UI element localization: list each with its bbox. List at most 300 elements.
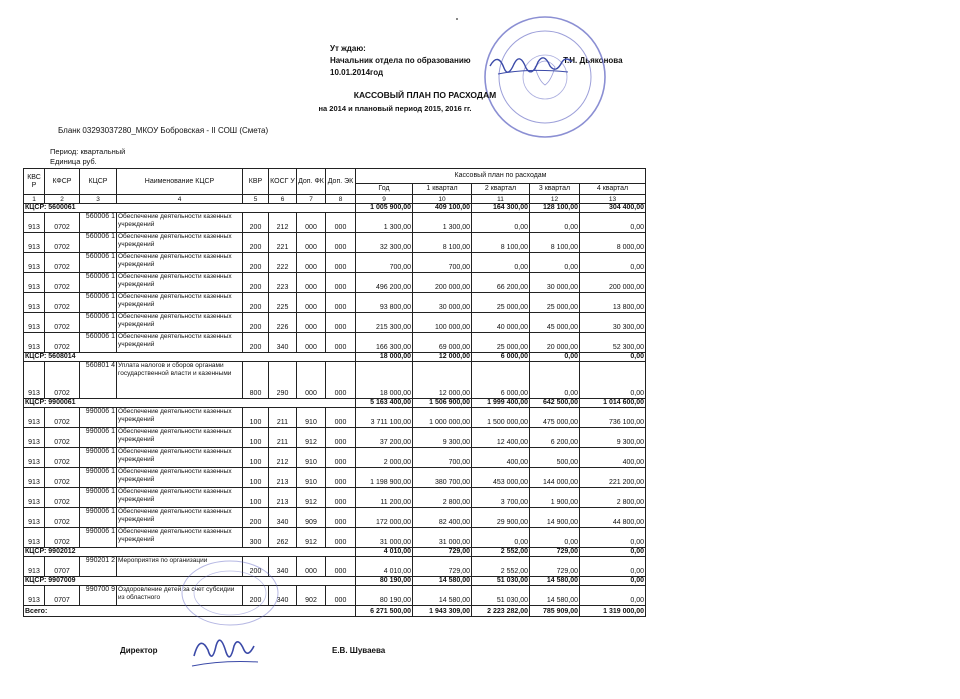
group-label: КЦСР: 5608014	[24, 353, 356, 362]
group-q1: 729,00	[413, 548, 472, 557]
cell-year: 31 000,00	[356, 528, 413, 548]
cash-plan-table	[23, 168, 646, 617]
cell-q3: 144 000,00	[530, 468, 580, 488]
cell-q3: 14 580,00	[530, 586, 580, 606]
cell-kvsr: 913	[24, 586, 45, 606]
cell-kosgu: 340	[269, 586, 297, 606]
cell-dopek: 000	[326, 362, 356, 399]
cell-dopek: 000	[326, 508, 356, 528]
group-q2: 6 000,00	[472, 353, 530, 362]
cell-q3: 14 900,00	[530, 508, 580, 528]
cell-kfsr: 0707	[45, 586, 80, 606]
cell-kosgu: 213	[269, 488, 297, 508]
cell-q2: 3 700,00	[472, 488, 530, 508]
group-row	[24, 399, 646, 408]
cell-q4: 200 000,00	[580, 273, 646, 293]
cell-kvr: 100	[243, 428, 269, 448]
col-kvr: КВР	[243, 169, 269, 195]
group-q1: 1 506 900,00	[413, 399, 472, 408]
cell-q3: 500,00	[530, 448, 580, 468]
cell-kosgu: 340	[269, 557, 297, 577]
cell-kvr: 200	[243, 586, 269, 606]
cell-dopfk: 910	[297, 408, 326, 428]
cell-kosgu: 225	[269, 293, 297, 313]
cell-year: 172 000,00	[356, 508, 413, 528]
group-q2: 1 999 400,00	[472, 399, 530, 408]
cell-kvr: 100	[243, 448, 269, 468]
unit-text: Единица руб.	[50, 157, 97, 166]
cell-name: Обеспечение деятельности казенных учреждений	[117, 528, 243, 548]
cell-year: 80 190,00	[356, 586, 413, 606]
cell-year: 3 711 100,00	[356, 408, 413, 428]
cell-kvr: 200	[243, 213, 269, 233]
cell-dopek: 000	[326, 586, 356, 606]
table-header	[24, 169, 646, 204]
group-label: КЦСР: 9900061	[24, 399, 356, 408]
cell-dopfk: 000	[297, 273, 326, 293]
cell-q1: 12 000,00	[413, 362, 472, 399]
group-q4: 304 400,00	[580, 204, 646, 213]
cell-dopfk: 000	[297, 557, 326, 577]
cell-kfsr: 0702	[45, 488, 80, 508]
col-kosgu: КОСГ У	[269, 169, 297, 195]
cell-name: Обеспечение деятельности казенных учреждений	[117, 488, 243, 508]
table-row	[24, 253, 646, 273]
cell-q2: 0,00	[472, 528, 530, 548]
director-signature-icon	[188, 626, 268, 676]
cell-dopek: 000	[326, 293, 356, 313]
cell-kosgu: 262	[269, 528, 297, 548]
table-row	[24, 557, 646, 577]
cell-kvsr: 913	[24, 253, 45, 273]
cell-name: Оздоровление детей за счет субсидии из областного	[117, 586, 243, 606]
group-row	[24, 353, 646, 362]
total-q1: 1 943 309,00	[413, 606, 472, 617]
table-row	[24, 428, 646, 448]
colnum: 9	[356, 195, 413, 204]
cell-dopek: 000	[326, 233, 356, 253]
cell-dopfk: 000	[297, 293, 326, 313]
cell-kosgu: 340	[269, 508, 297, 528]
table-row	[24, 468, 646, 488]
cell-kosgu: 340	[269, 333, 297, 353]
cell-q3: 1 900,00	[530, 488, 580, 508]
cell-name: Обеспечение деятельности казенных учреждений	[117, 273, 243, 293]
group-label: КЦСР: 9902012	[24, 548, 356, 557]
cell-q3: 0,00	[530, 528, 580, 548]
total-q2: 2 223 282,00	[472, 606, 530, 617]
total-label: Всего:	[24, 606, 356, 617]
cell-kvr: 200	[243, 273, 269, 293]
group-q3: 729,00	[530, 548, 580, 557]
col-kvsr: КВС Р	[24, 169, 45, 195]
cell-dopek: 000	[326, 408, 356, 428]
cell-kvsr: 913	[24, 293, 45, 313]
colnum: 10	[413, 195, 472, 204]
director-name: Е.В. Шуваева	[332, 646, 386, 655]
cell-dopek: 000	[326, 528, 356, 548]
colnum: 13	[580, 195, 646, 204]
group-q4: 1 014 600,00	[580, 399, 646, 408]
cell-kosgu: 221	[269, 233, 297, 253]
cell-q1: 8 100,00	[413, 233, 472, 253]
group-label: КЦСР: 9907009	[24, 577, 356, 586]
cell-kvsr: 913	[24, 408, 45, 428]
cell-dopfk: 000	[297, 313, 326, 333]
table-row	[24, 213, 646, 233]
cell-q4: 0,00	[580, 528, 646, 548]
table-row	[24, 333, 646, 353]
cell-kosgu: 212	[269, 213, 297, 233]
cell-kvr: 100	[243, 408, 269, 428]
cell-kfsr: 0702	[45, 508, 80, 528]
cell-dopek: 000	[326, 468, 356, 488]
cell-kcsr: 990006 1	[80, 448, 117, 468]
colnum: 3	[80, 195, 117, 204]
period-text: Период: квартальный	[50, 147, 126, 156]
group-row	[24, 577, 646, 586]
cell-q1: 700,00	[413, 253, 472, 273]
cell-kvr: 200	[243, 333, 269, 353]
cell-dopfk: 000	[297, 233, 326, 253]
group-q3: 0,00	[530, 353, 580, 362]
cell-name: Обеспечение деятельности казенных учреждений	[117, 428, 243, 448]
cell-q2: 453 000,00	[472, 468, 530, 488]
cell-kfsr: 0702	[45, 468, 80, 488]
cell-year: 32 300,00	[356, 233, 413, 253]
cell-kvsr: 913	[24, 362, 45, 399]
group-q1: 14 580,00	[413, 577, 472, 586]
cell-kfsr: 0702	[45, 313, 80, 333]
cell-year: 1 198 900,00	[356, 468, 413, 488]
col-kcsr: КЦСР	[80, 169, 117, 195]
cell-q2: 66 200,00	[472, 273, 530, 293]
group-q3: 128 100,00	[530, 204, 580, 213]
cell-dopfk: 000	[297, 213, 326, 233]
cell-kcsr: 990006 1	[80, 428, 117, 448]
table-row	[24, 488, 646, 508]
cell-dopek: 000	[326, 213, 356, 233]
cell-year: 2 000,00	[356, 448, 413, 468]
table-row	[24, 273, 646, 293]
cell-q1: 380 700,00	[413, 468, 472, 488]
cell-kvr: 300	[243, 528, 269, 548]
cell-kvsr: 913	[24, 528, 45, 548]
cell-q4: 9 300,00	[580, 428, 646, 448]
cell-kcsr: 560006 1	[80, 273, 117, 293]
cell-q1: 1 000 000,00	[413, 408, 472, 428]
cell-q2: 29 900,00	[472, 508, 530, 528]
cell-kfsr: 0702	[45, 362, 80, 399]
cell-q2: 25 000,00	[472, 333, 530, 353]
cell-kvsr: 913	[24, 333, 45, 353]
group-q1: 409 100,00	[413, 204, 472, 213]
group-row	[24, 548, 646, 557]
total-row	[24, 606, 646, 617]
cell-q1: 9 300,00	[413, 428, 472, 448]
cell-q4: 30 300,00	[580, 313, 646, 333]
cell-q3: 0,00	[530, 253, 580, 273]
cell-year: 1 300,00	[356, 213, 413, 233]
cell-name: Обеспечение деятельности казенных учреждений	[117, 233, 243, 253]
col-dopek: Доп. ЭК	[326, 169, 356, 195]
cell-q3: 8 100,00	[530, 233, 580, 253]
cell-kfsr: 0702	[45, 448, 80, 468]
col-q3: 3 квартал	[530, 184, 580, 195]
group-year: 5 163 400,00	[356, 399, 413, 408]
colnum: 5	[243, 195, 269, 204]
approval-signer: Т.Н. Дьяконова	[563, 56, 623, 65]
cell-kosgu: 213	[269, 468, 297, 488]
col-q2: 2 квартал	[472, 184, 530, 195]
cell-kvsr: 913	[24, 233, 45, 253]
colnum: 11	[472, 195, 530, 204]
cell-year: 18 000,00	[356, 362, 413, 399]
cell-dopek: 000	[326, 253, 356, 273]
colnum: 7	[297, 195, 326, 204]
cell-kvr: 200	[243, 233, 269, 253]
col-dopfk: Доп. ФК	[297, 169, 326, 195]
cell-kcsr: 990006 1	[80, 488, 117, 508]
col-plan: Кассовый план по расходам	[356, 169, 646, 184]
cell-dopfk: 902	[297, 586, 326, 606]
cell-name: Мероприятия по организации	[117, 557, 243, 577]
cell-dopek: 000	[326, 448, 356, 468]
cell-q1: 69 000,00	[413, 333, 472, 353]
cell-kcsr: 560006 1	[80, 213, 117, 233]
group-q4: 0,00	[580, 353, 646, 362]
cell-q3: 0,00	[530, 213, 580, 233]
cell-dopek: 000	[326, 313, 356, 333]
cell-q2: 12 400,00	[472, 428, 530, 448]
signature-scribble-icon	[488, 46, 578, 86]
cell-name: Обеспечение деятельности казенных учреждений	[117, 408, 243, 428]
cell-kfsr: 0702	[45, 408, 80, 428]
cell-dopfk: 912	[297, 488, 326, 508]
cell-q2: 40 000,00	[472, 313, 530, 333]
cell-dopfk: 909	[297, 508, 326, 528]
cell-q2: 0,00	[472, 253, 530, 273]
cell-kcsr: 990006 1	[80, 468, 117, 488]
cell-kcsr: 560006 1	[80, 333, 117, 353]
cell-q1: 82 400,00	[413, 508, 472, 528]
cell-kfsr: 0702	[45, 253, 80, 273]
cell-kcsr: 990006 1	[80, 508, 117, 528]
cell-kvr: 100	[243, 468, 269, 488]
cell-kcsr: 560801 4	[80, 362, 117, 399]
cell-kfsr: 0702	[45, 428, 80, 448]
cell-kvr: 800	[243, 362, 269, 399]
cell-kosgu: 212	[269, 448, 297, 468]
cell-kosgu: 211	[269, 428, 297, 448]
cell-kosgu: 226	[269, 313, 297, 333]
cell-kvsr: 913	[24, 468, 45, 488]
table-body	[24, 204, 646, 617]
colnum: 1	[24, 195, 45, 204]
table-row	[24, 508, 646, 528]
cell-name: Уплата налогов и сборов органами государственной власти и казенными	[117, 362, 243, 399]
cell-name: Обеспечение деятельности казенных учреждений	[117, 468, 243, 488]
cell-kcsr: 560006 1	[80, 233, 117, 253]
cell-kcsr: 560006 1	[80, 253, 117, 273]
total-q3: 785 909,00	[530, 606, 580, 617]
cell-dopfk: 910	[297, 468, 326, 488]
cell-q3: 45 000,00	[530, 313, 580, 333]
cell-q2: 1 500 000,00	[472, 408, 530, 428]
approval-date: 10.01.2014год	[330, 68, 384, 77]
cell-kvsr: 913	[24, 313, 45, 333]
cell-q4: 221 200,00	[580, 468, 646, 488]
cell-kosgu: 290	[269, 362, 297, 399]
group-year: 80 190,00	[356, 577, 413, 586]
table-row	[24, 448, 646, 468]
col-q4: 4 квартал	[580, 184, 646, 195]
group-q4: 0,00	[580, 548, 646, 557]
group-q4: 0,00	[580, 577, 646, 586]
group-q2: 164 300,00	[472, 204, 530, 213]
cell-q3: 25 000,00	[530, 293, 580, 313]
cell-kvsr: 913	[24, 557, 45, 577]
cell-dopek: 000	[326, 428, 356, 448]
cell-kfsr: 0702	[45, 233, 80, 253]
approval-line2: Начальник отдела по образованию	[330, 56, 471, 65]
cell-kvsr: 913	[24, 488, 45, 508]
corner-stamp	[180, 558, 280, 628]
cell-kvsr: 913	[24, 273, 45, 293]
cell-q4: 13 800,00	[580, 293, 646, 313]
cell-year: 496 200,00	[356, 273, 413, 293]
table-row	[24, 233, 646, 253]
cell-dopfk: 910	[297, 448, 326, 468]
cell-kcsr: 990201 2	[80, 557, 117, 577]
group-year: 4 010,00	[356, 548, 413, 557]
cell-dopek: 000	[326, 273, 356, 293]
cell-kvr: 200	[243, 557, 269, 577]
doc-title: КАССОВЫЙ ПЛАН ПО РАСХОДАМ	[353, 90, 497, 100]
cell-kvsr: 913	[24, 448, 45, 468]
doc-subtitle: на 2014 и плановый период 2015, 2016 гг.	[318, 104, 472, 113]
cell-q4: 0,00	[580, 557, 646, 577]
cell-q2: 400,00	[472, 448, 530, 468]
cell-kfsr: 0702	[45, 293, 80, 313]
cell-kosgu: 222	[269, 253, 297, 273]
group-row	[24, 204, 646, 213]
cell-kvr: 200	[243, 293, 269, 313]
cell-dopfk: 912	[297, 528, 326, 548]
cell-q1: 14 580,00	[413, 586, 472, 606]
group-q3: 14 580,00	[530, 577, 580, 586]
group-q2: 51 030,00	[472, 577, 530, 586]
table-row	[24, 408, 646, 428]
cell-dopek: 000	[326, 333, 356, 353]
col-name: Наименование КЦСР	[117, 169, 243, 195]
cell-q2: 6 000,00	[472, 362, 530, 399]
colnum: 4	[117, 195, 243, 204]
cell-q1: 200 000,00	[413, 273, 472, 293]
cell-q1: 700,00	[413, 448, 472, 468]
cell-year: 37 200,00	[356, 428, 413, 448]
col-kfsr: КФСР	[45, 169, 80, 195]
cell-q3: 475 000,00	[530, 408, 580, 428]
blank-info: Бланк 03293037280_МКОУ Бобровская - II СОШ (Смета)	[58, 126, 269, 135]
cell-dopfk: 912	[297, 428, 326, 448]
cell-q4: 400,00	[580, 448, 646, 468]
cell-kosgu: 223	[269, 273, 297, 293]
table-row	[24, 528, 646, 548]
group-q1: 12 000,00	[413, 353, 472, 362]
cell-kfsr: 0702	[45, 213, 80, 233]
total-year: 6 271 500,00	[356, 606, 413, 617]
cell-kvsr: 913	[24, 508, 45, 528]
group-q2: 2 552,00	[472, 548, 530, 557]
group-year: 18 000,00	[356, 353, 413, 362]
cell-q2: 8 100,00	[472, 233, 530, 253]
cell-q3: 20 000,00	[530, 333, 580, 353]
cell-year: 166 300,00	[356, 333, 413, 353]
cell-dopfk: 000	[297, 362, 326, 399]
cell-kcsr: 990006 1	[80, 528, 117, 548]
cell-q4: 0,00	[580, 213, 646, 233]
cell-name: Обеспечение деятельности казенных учреждений	[117, 213, 243, 233]
cell-kvr: 100	[243, 488, 269, 508]
cell-q3: 729,00	[530, 557, 580, 577]
cell-kcsr: 560006 1	[80, 313, 117, 333]
total-q4: 1 319 000,00	[580, 606, 646, 617]
group-year: 1 005 900,00	[356, 204, 413, 213]
cell-q4: 52 300,00	[580, 333, 646, 353]
col-q1: 1 квартал	[413, 184, 472, 195]
cell-dopek: 000	[326, 488, 356, 508]
cell-kosgu: 211	[269, 408, 297, 428]
cell-kcsr: 990700 9	[80, 586, 117, 606]
cell-kcsr: 560006 1	[80, 293, 117, 313]
cell-name: Обеспечение деятельности казенных учреждений	[117, 508, 243, 528]
cell-q1: 1 300,00	[413, 213, 472, 233]
cell-q1: 30 000,00	[413, 293, 472, 313]
group-q3: 642 500,00	[530, 399, 580, 408]
approval-line1: Ут ждаю:	[330, 44, 366, 53]
cell-q1: 2 800,00	[413, 488, 472, 508]
cell-q3: 6 200,00	[530, 428, 580, 448]
cell-q3: 30 000,00	[530, 273, 580, 293]
cell-kvr: 200	[243, 313, 269, 333]
cell-q4: 44 800,00	[580, 508, 646, 528]
cell-q4: 736 100,00	[580, 408, 646, 428]
cell-q4: 2 800,00	[580, 488, 646, 508]
colnum: 12	[530, 195, 580, 204]
cell-kfsr: 0707	[45, 557, 80, 577]
group-label: КЦСР: 5600061	[24, 204, 356, 213]
table-row	[24, 362, 646, 399]
cell-q1: 31 000,00	[413, 528, 472, 548]
cell-q2: 51 030,00	[472, 586, 530, 606]
cell-q4: 0,00	[580, 362, 646, 399]
table-row	[24, 293, 646, 313]
cell-kvsr: 913	[24, 428, 45, 448]
cell-q2: 0,00	[472, 213, 530, 233]
cell-year: 215 300,00	[356, 313, 413, 333]
cell-year: 11 200,00	[356, 488, 413, 508]
cell-q4: 8 000,00	[580, 233, 646, 253]
cell-name: Обеспечение деятельности казенных учреждений	[117, 253, 243, 273]
cell-dopfk: 000	[297, 333, 326, 353]
cell-q2: 25 000,00	[472, 293, 530, 313]
table-row	[24, 586, 646, 606]
cell-kfsr: 0702	[45, 528, 80, 548]
colnum: 8	[326, 195, 356, 204]
table-row	[24, 313, 646, 333]
column-numbers-row	[24, 195, 646, 204]
